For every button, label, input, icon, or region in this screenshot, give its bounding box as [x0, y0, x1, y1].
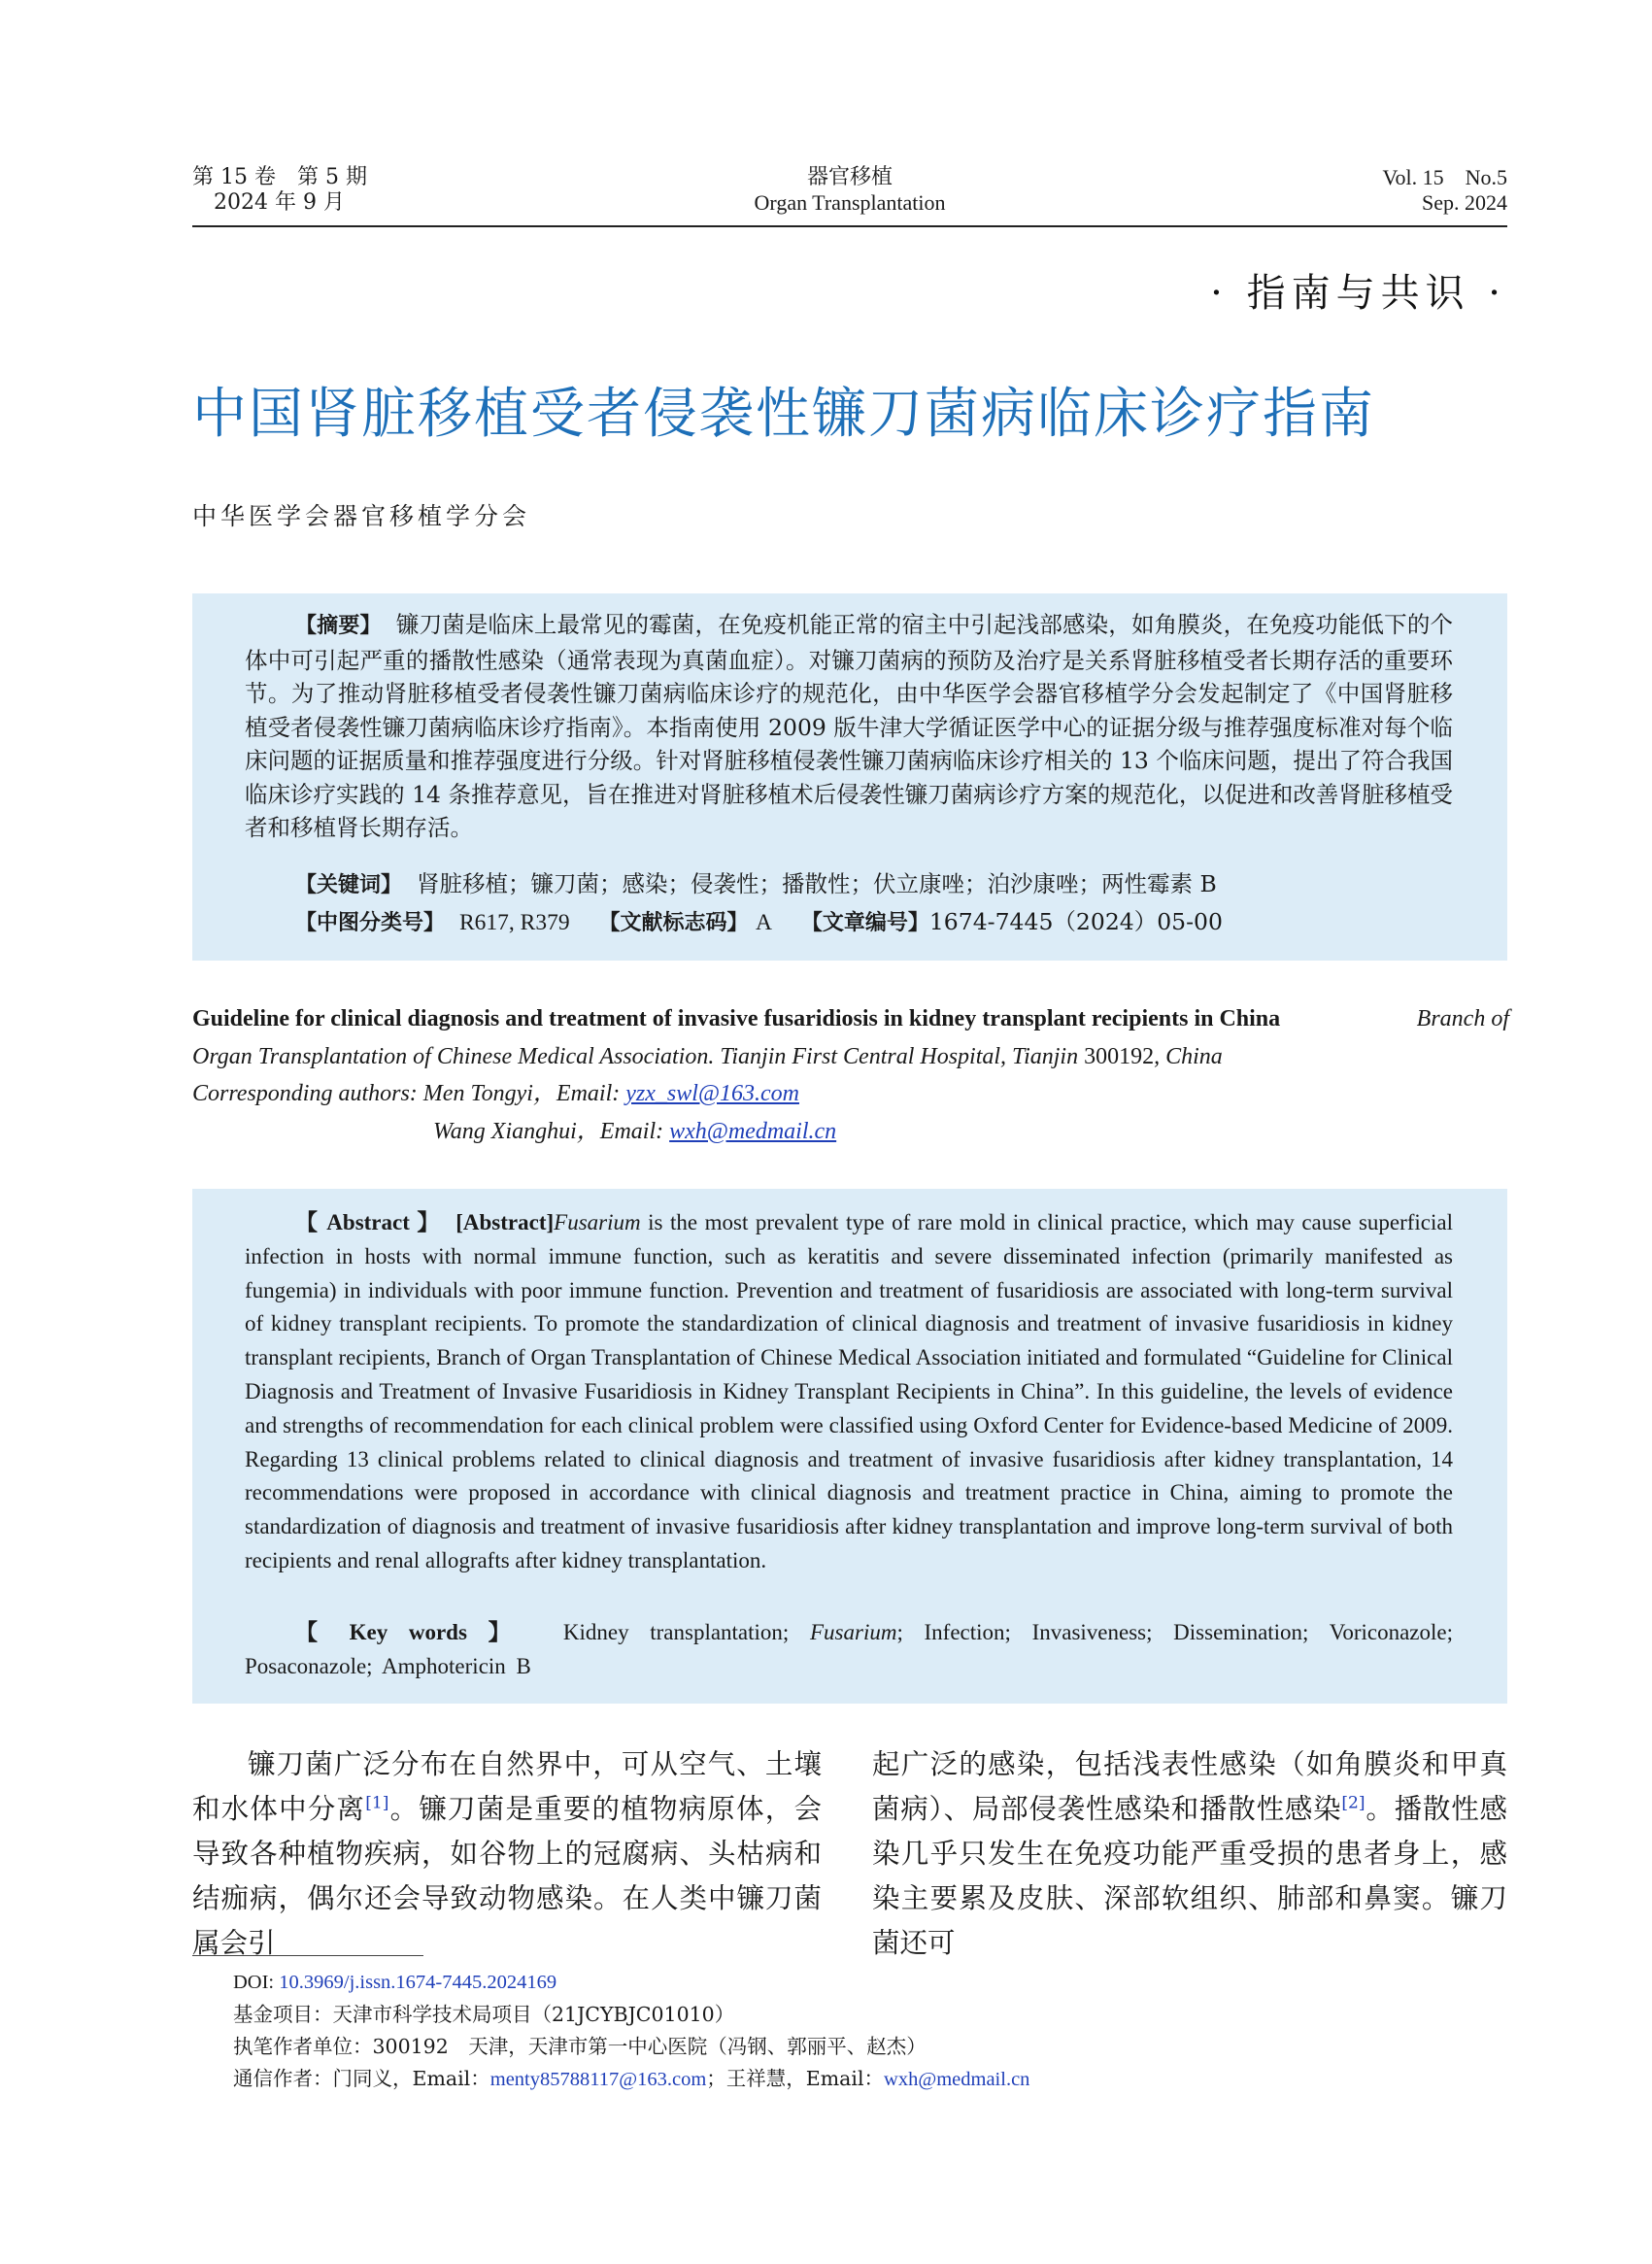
- corresponding-label: Corresponding authors: Men Tongyi，Email:: [192, 1081, 621, 1106]
- keywords-en-genus: Fusarium: [810, 1620, 897, 1644]
- keywords-en-after: ; Infection; Invasiveness; Dissemination; Voriconazole; Posaconazole; Amphotericin B: [245, 1620, 1454, 1678]
- article-no-label: 【文章编号】: [800, 911, 929, 935]
- keywords-cn: [295, 867, 1461, 903]
- keywords-cn-label: 【关键词】: [295, 873, 403, 897]
- author-organization: 中华医学会器官移植学分会: [192, 502, 531, 530]
- abstract-en: [245, 1206, 1453, 1578]
- footnotes: [233, 1966, 1029, 2096]
- abstract-cn-label: 【摘要】: [295, 614, 382, 638]
- footnote-email-2[interactable]: wxh@medmail.cn: [884, 2069, 1030, 2090]
- abstract-en-label: 【 Abstract 】: [295, 1210, 442, 1234]
- english-title: Guideline for clinical diagnosis and treatment of invasive fusaridiosis in kidney transplant recipients in China: [192, 1006, 1281, 1031]
- footnote-divider: [192, 1955, 423, 1956]
- footnote-doi: [233, 1966, 1029, 1999]
- classification-line: [295, 905, 1461, 941]
- journal-header: [192, 165, 1507, 227]
- footnote-email-1[interactable]: menty85788117@163.com: [489, 2069, 707, 2090]
- volume-issue-cn: 第 15 卷 第 5 期: [192, 165, 367, 189]
- abstract-cn-text: 镰刀菌是临床上最常见的霉菌，在免疫机能正常的宿主中引起浅部感染，如角膜炎，在免疫功能低下的个体中可引起严重的播散性感染（通常表现为真菌血症）。对镰刀菌病的预防及治疗是关系肾脏移植受者长期存活的重要环节。为了推动肾脏移植受者侵袭性镰刀菌病临床诊疗的规范化，由中华医学会器官移植学分会发起制定了《中国肾脏移植受者侵袭性镰刀菌病临床诊疗指南》。本指南使用 2009 版牛津大学循证医学中心的证据分级与推荐强度标准对每个临床问题的证据质量和推荐强度进行分级。针对肾脏移植侵袭性镰刀菌病临床诊疗相关的 13 个临床问题，提出了符合我国临床诊疗实践的 14 条推荐意见，旨在推进对肾脏移植术后侵袭性镰刀菌病诊疗方案的规范化，以促进和改善肾脏移植受者和移植肾长期存活。: [245, 611, 1453, 841]
- body-column-left: [192, 1742, 822, 1966]
- footnote-fund: 基金项目：天津市科学技术局项目（21JCYBJC01010）: [233, 2003, 735, 2026]
- doc-code-label: 【文献标志码】: [598, 911, 749, 935]
- footnote-unit: 执笔作者单位：300192 天津，天津市第一中心医院（冯钢、郭丽平、赵杰）: [233, 2035, 927, 2058]
- abstract-en-box: [192, 1189, 1507, 1704]
- abstract-en-text: is the most prevalent type of rare mold in clinical practice, which may cause superficial infection in hosts with normal immune function, such as keratitis and severe disseminated infection (primarily manifested as fungemia) in individuals with poor immune function. Prevention and treatment of fusaridiosis are associated with long-term survival of kidney transplant recipients. To promote the standardization of clinical diagnosis and treatment of invasive fusaridiosis in kidney transplant recipients, Branch of Organ Transplantation of Chinese Medical Association initiated and formulated “Guideline for Clinical Diagnosis and Treatment of Invasive Fusaridiosis in Kidney Transplant Recipients in China”. In this guideline, the levels of evidence and strengths of recommendation for each clinical problem were classified using Oxford Center for Evidence-based Medicine of 2009. Regarding 13 clinical problems related to clinical diagnosis and treatment of invasive fusaridiosis after kidney transplantation, 14 recommendations were proposed in accordance with clinical diagnosis and treatment practice in China, aiming to promote the standardization of diagnosis and treatment of invasive fusaridiosis after kidney transplantation and improve long-term survival of both recipients and renal allografts after kidney transplantation.: [245, 1210, 1454, 1572]
- header-center: [192, 165, 1507, 216]
- body-right-text-b: 。播散性感染几乎只发生在免疫功能严重受损的患者身上，感染主要累及皮肤、深部软组织、肺部和鼻窦。镰刀菌还可: [872, 1793, 1507, 1959]
- header-right: [1382, 165, 1507, 216]
- abstract-en-genus: Fusarium: [554, 1210, 641, 1234]
- article-no-value: 1674-7445（2024）05-00: [928, 908, 1223, 935]
- abstract-cn-box: [192, 593, 1507, 961]
- doi-link[interactable]: 10.3969/j.issn.1674-7445.2024169: [279, 1972, 557, 1993]
- date-en: Sep. 2024: [1422, 190, 1507, 215]
- citation-2[interactable]: [2]: [1341, 1793, 1365, 1813]
- abstract-cn: [245, 608, 1453, 845]
- footnote-correspondence: [233, 2063, 1029, 2096]
- date-cn: 2024 年 9 月: [214, 190, 345, 215]
- journal-name-cn: 器官移植: [806, 165, 893, 189]
- affiliation-part-2: Organ Transplantation of Chinese Medical Association. Tianjin First Central Hospital, Tianjin: [192, 1043, 1079, 1069]
- doi-label: DOI:: [233, 1972, 280, 1993]
- section-label: · 指南与共识 ·: [1210, 271, 1506, 316]
- keywords-en-label: 【 Key words 】: [295, 1620, 522, 1644]
- clc-label: 【中图分类号】: [295, 911, 446, 935]
- english-title-block: [192, 1000, 1509, 1150]
- footnote-corr-label: 通信作者：门同义，Email：: [233, 2067, 490, 2090]
- abstract-en-label-2: [Abstract]: [455, 1210, 555, 1234]
- keywords-en: [245, 1616, 1453, 1684]
- body-left-text-b: 。镰刀菌是重要的植物病原体，会导致各种植物疾病，如谷物上的冠腐病、头枯病和结痂病，偶尔还会导致动物感染。在人类中镰刀菌属会引: [192, 1793, 822, 1959]
- corresponding-2-label: Wang Xianghui，Email:: [433, 1118, 664, 1144]
- affiliation-country: , China: [1154, 1043, 1223, 1069]
- doc-code-value: A: [755, 910, 772, 935]
- keywords-en-before: Kidney transplantation;: [562, 1620, 790, 1644]
- corresponding-email-2[interactable]: wxh@medmail.cn: [669, 1118, 837, 1144]
- affiliation-zip: 300192: [1084, 1043, 1155, 1069]
- footnote-corr-mid: ；王祥慧，Email：: [706, 2067, 885, 2090]
- body-left-text-a: 镰刀菌广泛分布在自然界中，可从空气、土壤和水体中分离: [192, 1748, 822, 1825]
- keywords-cn-text: 肾脏移植；镰刀菌；感染；侵袭性；播散性；伏立康唑；泊沙康唑；两性霉素 B: [416, 870, 1217, 897]
- body-right-text-a: 起广泛的感染，包括浅表性感染（如角膜炎和甲真菌病）、局部侵袭性感染和播散性感染: [872, 1748, 1507, 1825]
- volume-issue-en: Vol. 15 No.5: [1382, 165, 1507, 189]
- clc-value: R617, R379: [458, 910, 570, 935]
- corresponding-email-1[interactable]: yzx_swl@163.com: [625, 1081, 799, 1106]
- citation-1[interactable]: [1]: [365, 1793, 389, 1813]
- journal-name-en: Organ Transplantation: [754, 190, 946, 215]
- article-title: 中国肾脏移植受者侵袭性镰刀菌病临床诊疗指南: [192, 383, 1375, 446]
- affiliation-part-1: Branch of: [1416, 1006, 1509, 1031]
- body-column-right: [872, 1742, 1507, 1966]
